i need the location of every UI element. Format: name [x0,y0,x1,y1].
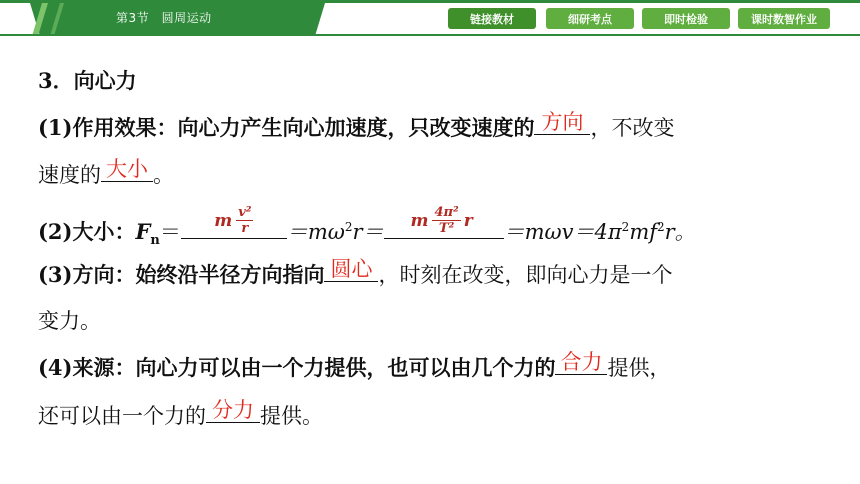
p4-line2 [38,400,323,430]
blank-formula-1 [181,205,287,239]
blank-formula-2 [384,205,504,239]
f1-fraction [236,205,253,236]
nav-instant-check[interactable]: 即时检验 [642,8,730,29]
p2-sup-2c: 2 [657,220,665,234]
answer-component: 分力 [212,398,254,422]
blank-direction [534,112,590,135]
p4-text-d: 提供。 [260,404,323,428]
p2-eq3: ＝mωv＝4π [503,220,622,244]
p1-line1 [38,112,674,142]
p2-eq1: ＝ [159,220,181,244]
p2-mf: mf [629,220,657,244]
f2-r: r [463,210,473,231]
p2-sup-2: 2 [344,220,353,234]
p2-sup-2b: 2 [621,220,630,234]
p4-text-b: 提供， [607,356,671,380]
header-bar [0,0,860,36]
blank-center [324,259,378,282]
answer-center: 圆心 [330,257,373,281]
answer-direction: 方向 [541,110,584,134]
p1-text-c: 速度的 [38,163,101,187]
p4-line1 [38,352,670,382]
p1-text-a: (1)作用效果：向心力产生向心加速度，只改变速度的 [38,115,535,140]
p4-text-c: 还可以由一个力的 [38,404,206,428]
answer-formula-1 [181,205,287,236]
nav-homework[interactable]: 课时数智作业 [738,8,830,29]
f2-m: m [410,210,429,231]
p3-text-c: 变力。 [38,309,101,333]
p3-text-b: ，时刻在改变，即向心力是一个 [378,263,673,287]
p2-eq2: ＝mω [286,220,345,244]
p2-r: r＝ [352,220,384,244]
f1-num: v² [238,205,252,220]
p1-line2 [38,159,174,189]
p2-text-a: (2)大小： [38,219,136,244]
p3-text-a: (3)方向：始终沿半径方向指向 [38,262,325,287]
f2-den: T² [438,221,455,236]
p2-line [38,205,696,249]
heading: 3．向心力 [38,68,137,93]
p3-line2 [38,306,101,336]
p4-text-a: (4)来源：向心力可以由一个力提供，也可以由几个力的 [38,355,556,380]
answer-resultant: 合力 [560,350,603,374]
blank-resultant [555,352,607,375]
nav-link-textbook[interactable]: 链接教材 [448,8,536,29]
blank-magnitude [101,159,153,182]
p1-text-b: ，不改变 [590,116,675,140]
p1-text-d: 。 [153,163,174,187]
blank-component [206,400,260,423]
answer-formula-2 [384,205,504,236]
f2-num: 4π² [434,205,459,220]
p2-n: n [150,233,160,249]
nav-study-points[interactable]: 细研考点 [546,8,634,29]
p2-F: F [135,219,151,244]
answer-magnitude: 大小 [106,157,148,181]
f2-fraction [432,205,460,236]
section-title: 第3节 圆周运动 [116,11,212,25]
f1-den: r [241,221,249,236]
p3-line1 [38,259,672,289]
p2-end: r。 [664,220,696,244]
f1-m: m [214,210,233,231]
